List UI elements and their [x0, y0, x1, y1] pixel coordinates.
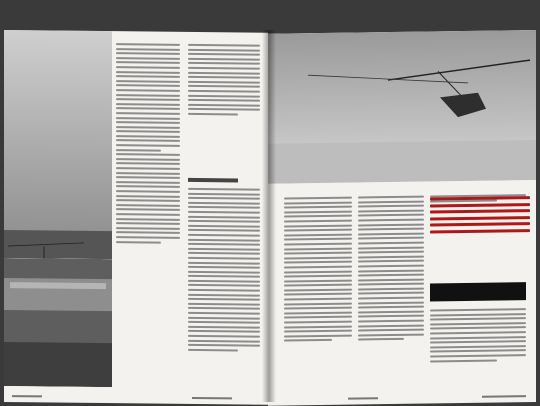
body-column-6 — [430, 308, 526, 364]
body-column-1 — [116, 43, 180, 246]
folio-right — [482, 395, 526, 398]
body-column-4 — [284, 197, 352, 345]
folio-date — [348, 397, 378, 399]
factory-photo — [4, 258, 112, 387]
body-column-3 — [188, 188, 260, 354]
left-page — [4, 30, 268, 405]
section-subhead — [188, 178, 238, 183]
info-box — [430, 282, 526, 301]
body-column-5 — [358, 196, 424, 344]
body-column-2 — [188, 44, 260, 118]
pull-quote — [430, 196, 530, 237]
autogyro-photo — [268, 30, 536, 184]
page-gutter — [262, 30, 276, 402]
magazine-spread — [4, 30, 536, 402]
helicopter-photo — [4, 30, 112, 259]
folio-url — [192, 397, 232, 399]
folio-left — [12, 395, 42, 397]
right-page — [268, 30, 536, 406]
